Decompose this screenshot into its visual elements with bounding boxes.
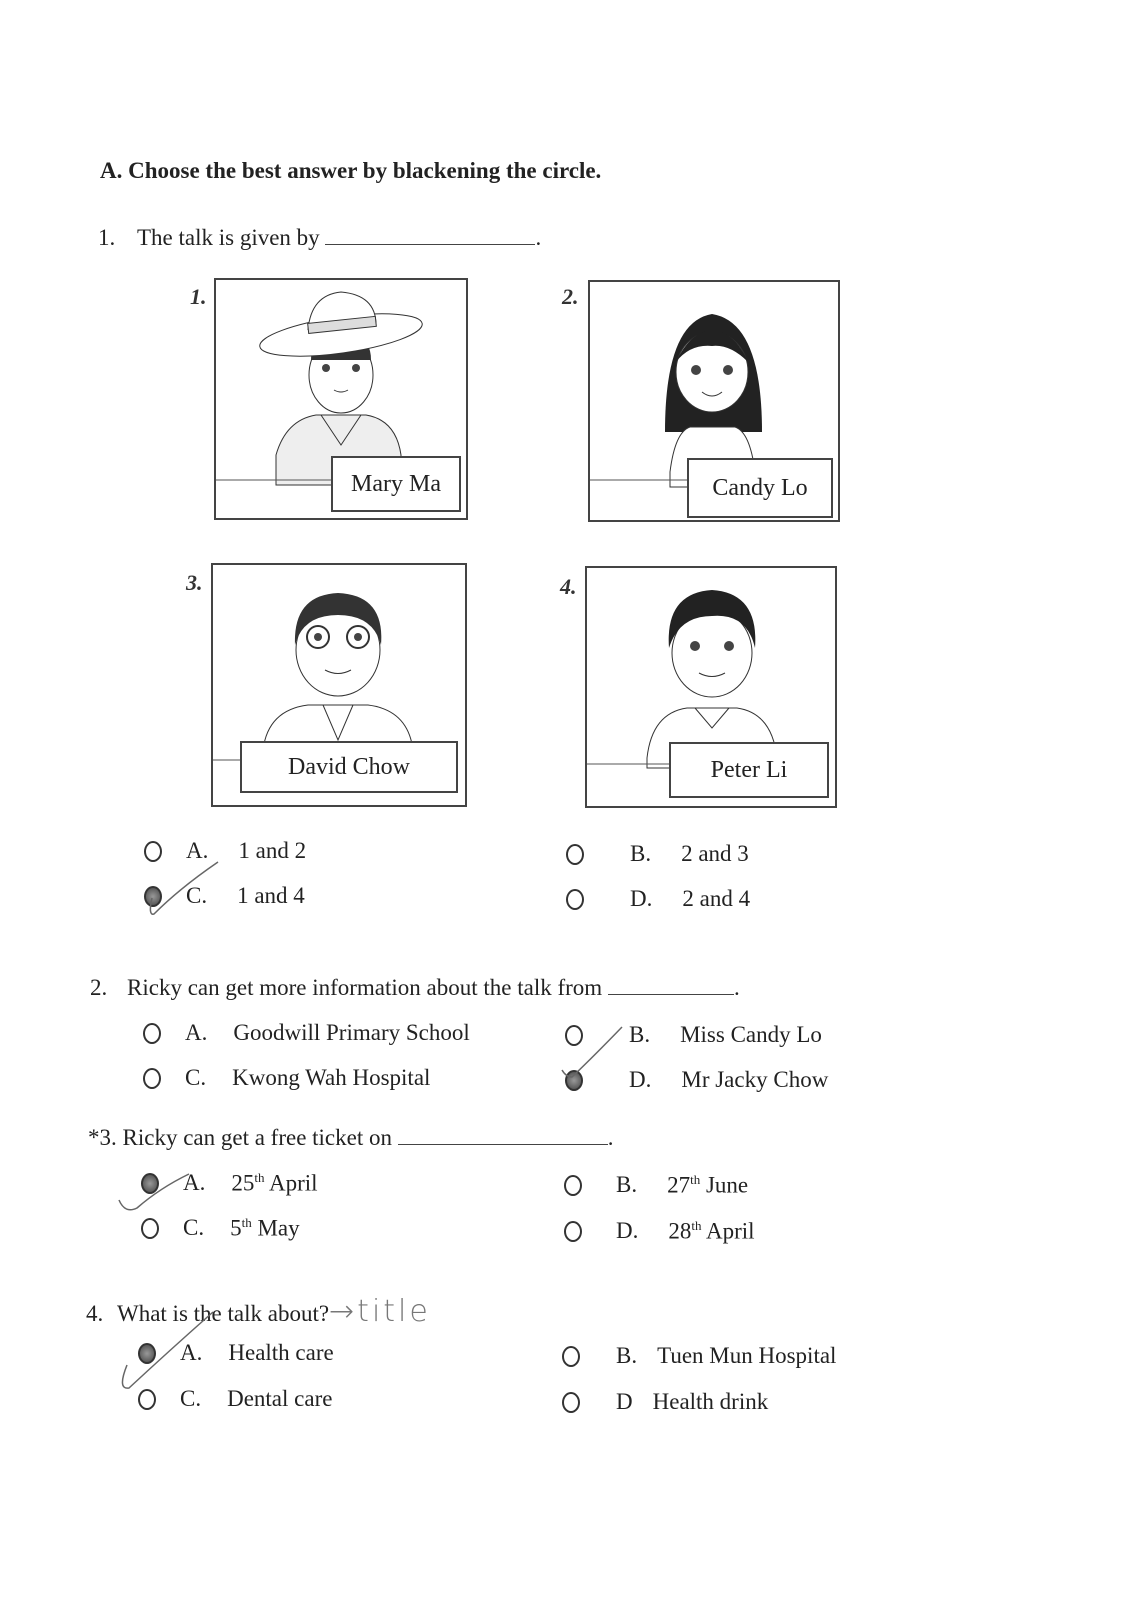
checkmark-icon <box>140 860 230 920</box>
option-day: 25 <box>231 1170 255 1196</box>
answer-blank <box>608 974 734 995</box>
ordinal-suffix: th <box>241 1215 252 1230</box>
option-month: June <box>705 1172 749 1198</box>
option-text: Tuen Mun Hospital <box>657 1343 837 1368</box>
option-letter: D <box>616 1389 633 1414</box>
picture-peter-li <box>585 566 837 808</box>
q3-option-d[interactable] <box>564 1218 755 1245</box>
option-day: 5 <box>230 1215 242 1241</box>
checkmark-icon <box>115 1170 195 1220</box>
answer-circle[interactable] <box>143 1068 161 1089</box>
answer-circle[interactable] <box>144 841 162 862</box>
option-letter: D. <box>616 1218 639 1244</box>
picture-mary-ma <box>214 278 468 520</box>
period: . <box>607 1125 614 1150</box>
picture-number: 2. <box>562 284 579 309</box>
picture-candy-lo <box>588 280 840 522</box>
option-day: 28 <box>668 1218 692 1244</box>
question-number: 2. <box>90 975 108 1000</box>
question-1 <box>98 224 541 251</box>
period: . <box>733 975 740 1000</box>
q3-option-b[interactable] <box>564 1172 748 1199</box>
question-3 <box>88 1124 614 1151</box>
option-text: Dental care <box>227 1386 333 1411</box>
q1-option-d[interactable] <box>566 886 750 912</box>
option-letter: D. <box>630 886 653 911</box>
picture-number: 4. <box>560 574 577 599</box>
answer-circle[interactable] <box>564 1221 582 1242</box>
q2-option-a[interactable] <box>143 1020 470 1046</box>
period: . <box>535 225 542 250</box>
q4-option-d[interactable] <box>562 1389 768 1415</box>
name-tag: Peter Li <box>669 742 829 798</box>
option-letter: B. <box>616 1172 638 1198</box>
option-text: Mr Jacky Chow <box>681 1067 829 1092</box>
answer-circle[interactable] <box>562 1392 580 1413</box>
option-text: 1 and 2 <box>238 838 307 863</box>
name-tag: David Chow <box>240 741 458 793</box>
question-number: 1. <box>98 225 116 250</box>
option-letter: C. <box>183 1215 205 1241</box>
option-text: 2 and 4 <box>682 886 751 911</box>
option-letter: C. <box>186 883 208 908</box>
option-text: 1 and 4 <box>237 883 305 908</box>
option-letter: A. <box>185 1020 208 1045</box>
option-letter: A. <box>183 1170 206 1196</box>
answer-circle[interactable] <box>562 1346 580 1367</box>
option-letter: B. <box>629 1022 651 1047</box>
option-month: April <box>268 1170 318 1196</box>
section-heading: A. Choose the best answer by blackening the circle. <box>100 158 602 183</box>
option-text: Health care <box>228 1340 334 1365</box>
answer-circle[interactable] <box>566 844 584 865</box>
option-text: Goodwill Primary School <box>233 1020 470 1045</box>
option-month: May <box>257 1215 300 1241</box>
q1-option-b[interactable] <box>566 841 749 867</box>
picture-number: 3. <box>186 570 203 595</box>
option-month: April <box>705 1218 755 1244</box>
option-letter: B. <box>616 1343 638 1368</box>
option-day: 27 <box>667 1172 691 1198</box>
option-text: Kwong Wah Hospital <box>232 1065 431 1090</box>
q4-option-b[interactable] <box>562 1343 836 1369</box>
question-text: Ricky can get more information about the talk from <box>127 975 603 1000</box>
option-letter: A. <box>180 1340 203 1365</box>
answer-blank <box>398 1124 608 1145</box>
question-number: *3. <box>88 1125 117 1150</box>
answer-circle[interactable] <box>141 1218 159 1239</box>
question-number: 4. <box>86 1301 104 1326</box>
name-tag: Candy Lo <box>687 458 833 518</box>
checkmark-icon <box>115 1310 225 1400</box>
option-letter: D. <box>629 1067 652 1092</box>
option-text: 2 and 3 <box>681 841 749 866</box>
checkmark-icon <box>560 1025 630 1085</box>
answer-blank <box>325 224 535 245</box>
option-letter: A. <box>186 838 209 863</box>
option-text: Miss Candy Lo <box>680 1022 822 1047</box>
name-tag: Mary Ma <box>331 456 461 512</box>
answer-circle[interactable] <box>143 1023 161 1044</box>
option-letter: B. <box>630 841 652 866</box>
option-letter: C. <box>180 1386 202 1411</box>
picture-number: 1. <box>190 284 207 309</box>
ordinal-suffix: th <box>254 1170 265 1185</box>
question-text: The talk is given by <box>137 225 320 250</box>
question-2 <box>90 974 740 1001</box>
handwritten-note: →title <box>329 1294 431 1329</box>
answer-circle[interactable] <box>566 889 584 910</box>
answer-circle[interactable] <box>564 1175 582 1196</box>
picture-david-chow <box>211 563 467 807</box>
q2-option-c[interactable] <box>143 1065 430 1091</box>
question-text: What is the talk about? <box>117 1301 330 1326</box>
question-text: Ricky can get a free ticket on <box>122 1125 392 1150</box>
option-letter: C. <box>185 1065 207 1090</box>
option-text: Health drink <box>652 1389 769 1414</box>
ordinal-suffix: th <box>690 1172 701 1187</box>
ordinal-suffix: th <box>691 1218 702 1233</box>
